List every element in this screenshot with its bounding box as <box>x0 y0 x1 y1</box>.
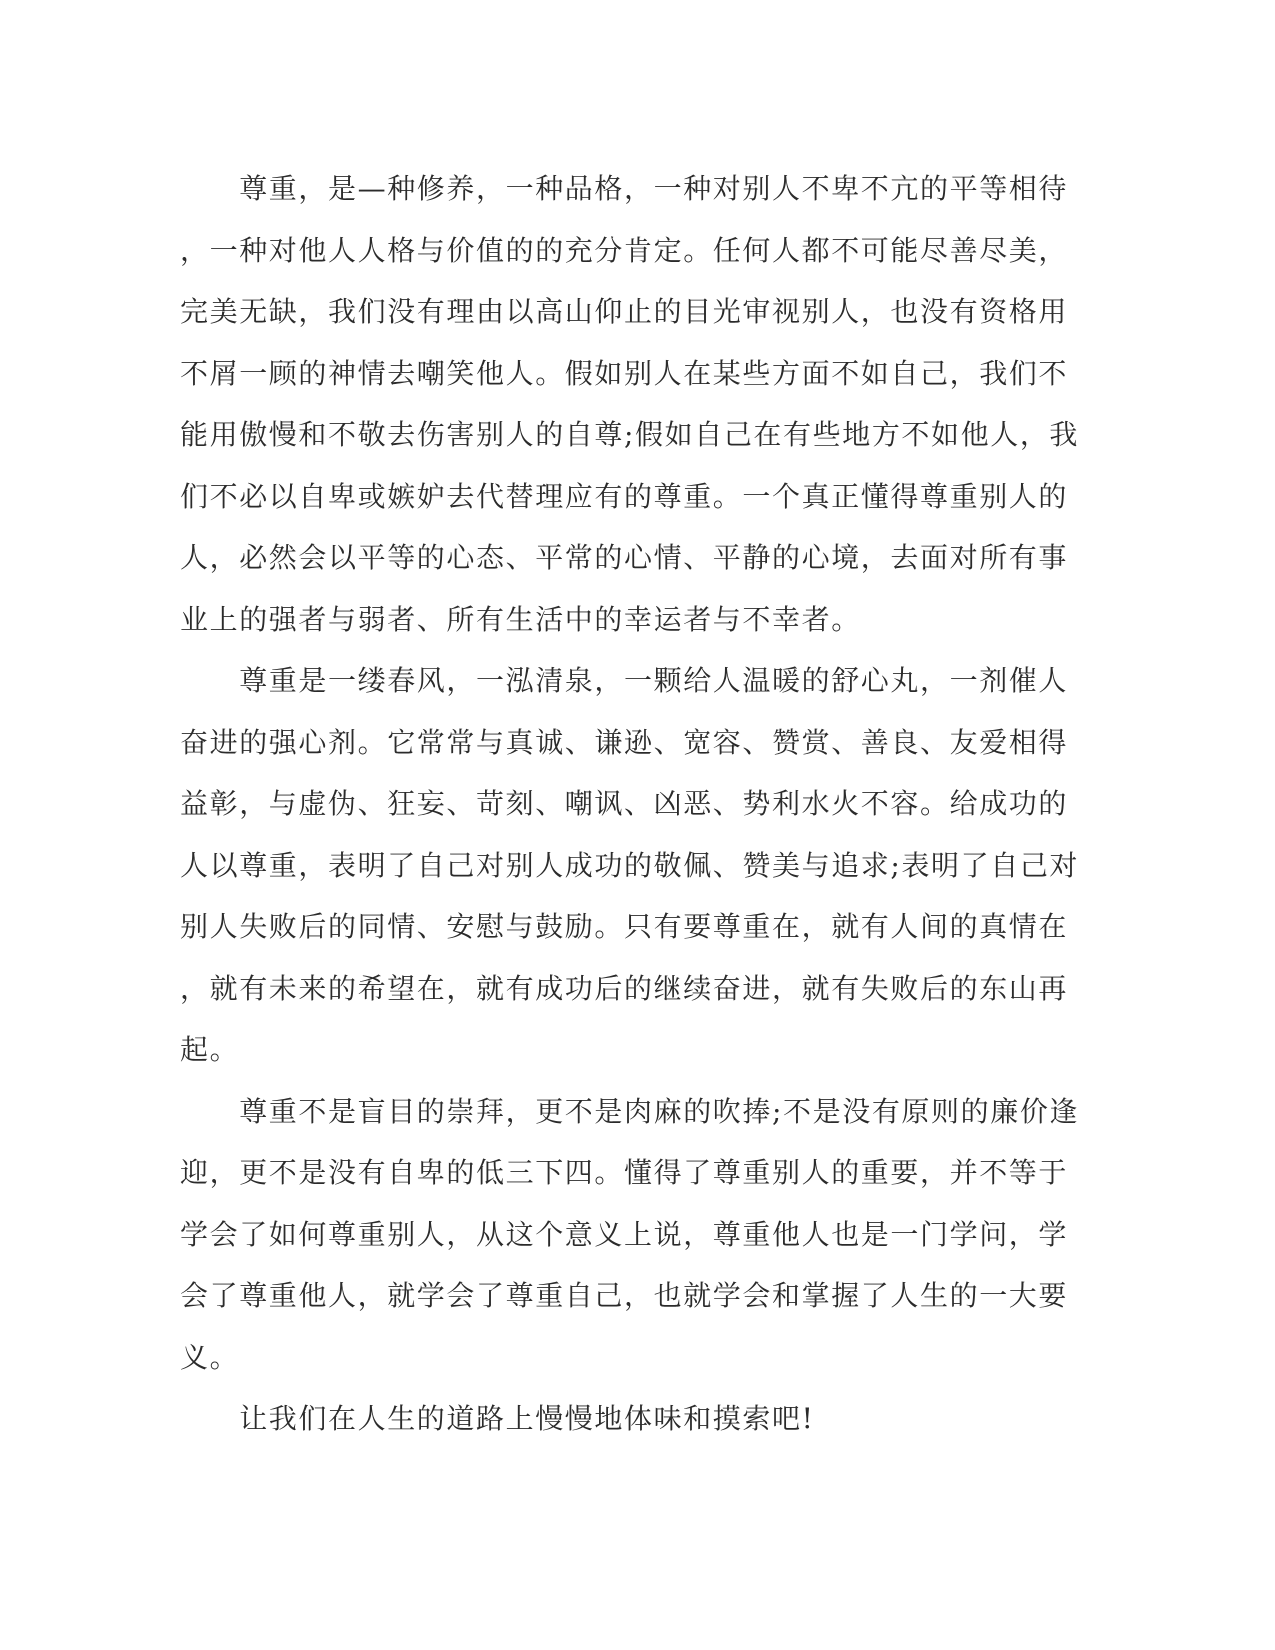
text-line: 能用傲慢和不敬去伤害别人的自尊;假如自己在有些地方不如他人，我 <box>180 418 1080 451</box>
text-line: ，一种对他人人格与价值的的充分肯定。任何人都不可能尽善尽美， <box>180 233 1069 267</box>
text-line: 们不必以自卑或嫉妒去代替理应有的尊重。一个真正懂得尊重别人的 <box>180 479 1069 513</box>
text-line: ，就有未来的希望在，就有成功后的继续奋进，就有失败后的东山再 <box>180 971 1069 1005</box>
text-line: 尊重是一缕春风，一泓清泉，一颗给人温暖的舒心丸，一剂催人 <box>180 664 1069 697</box>
text-line: 人，必然会以平等的心态、平常的心情、平静的心境，去面对所有事 <box>180 541 1069 574</box>
text-line: 学会了如何尊重别人，从这个意义上说，尊重他人也是一门学问，学 <box>180 1217 1069 1251</box>
text-line: 尊重不是盲目的崇拜，更不是肉麻的吹捧;不是没有原则的廉价逢 <box>180 1094 1080 1128</box>
text-line: 迎，更不是没有自卑的低三下四。懂得了尊重别人的重要，并不等于 <box>180 1156 1069 1189</box>
text-line: 完美无缺，我们没有理由以高山仰止的目光审视别人，也没有资格用 <box>180 295 1069 328</box>
body-text <box>180 158 1080 1450</box>
text-line: 义。 <box>180 1340 240 1374</box>
text-line: 别人失败后的同情、安慰与鼓励。只有要尊重在，就有人间的真情在 <box>180 910 1069 943</box>
text-line: 益彰，与虚伪、狂妄、苛刻、嘲讽、凶恶、势利水火不容。给成功的 <box>180 787 1069 820</box>
text-line: 人以尊重，表明了自己对别人成功的敬佩、赞美与追求;表明了自己对 <box>180 848 1080 882</box>
text-line: 起。 <box>180 1033 240 1066</box>
paragraph <box>180 1388 1050 1450</box>
paragraph <box>180 1081 1080 1389</box>
text-line: 业上的强者与弱者、所有生活中的幸运者与不幸者。 <box>180 602 861 636</box>
paragraph <box>180 158 1080 650</box>
text-line: 奋进的强心剂。它常常与真诚、谦逊、宽容、赞赏、善良、友爱相得 <box>180 725 1069 759</box>
paragraph <box>180 650 1080 1081</box>
text-line: 尊重，是—种修养，一种品格，一种对别人不卑不亢的平等相待 <box>180 172 1069 205</box>
text-line: 让我们在人生的道路上慢慢地体味和摸索吧! <box>180 1402 815 1435</box>
text-line: 不屑一顾的神情去嘲笑他人。假如别人在某些方面不如自己，我们不 <box>180 356 1069 390</box>
text-line: 会了尊重他人，就学会了尊重自己，也就学会和掌握了人生的一大要 <box>180 1279 1069 1312</box>
